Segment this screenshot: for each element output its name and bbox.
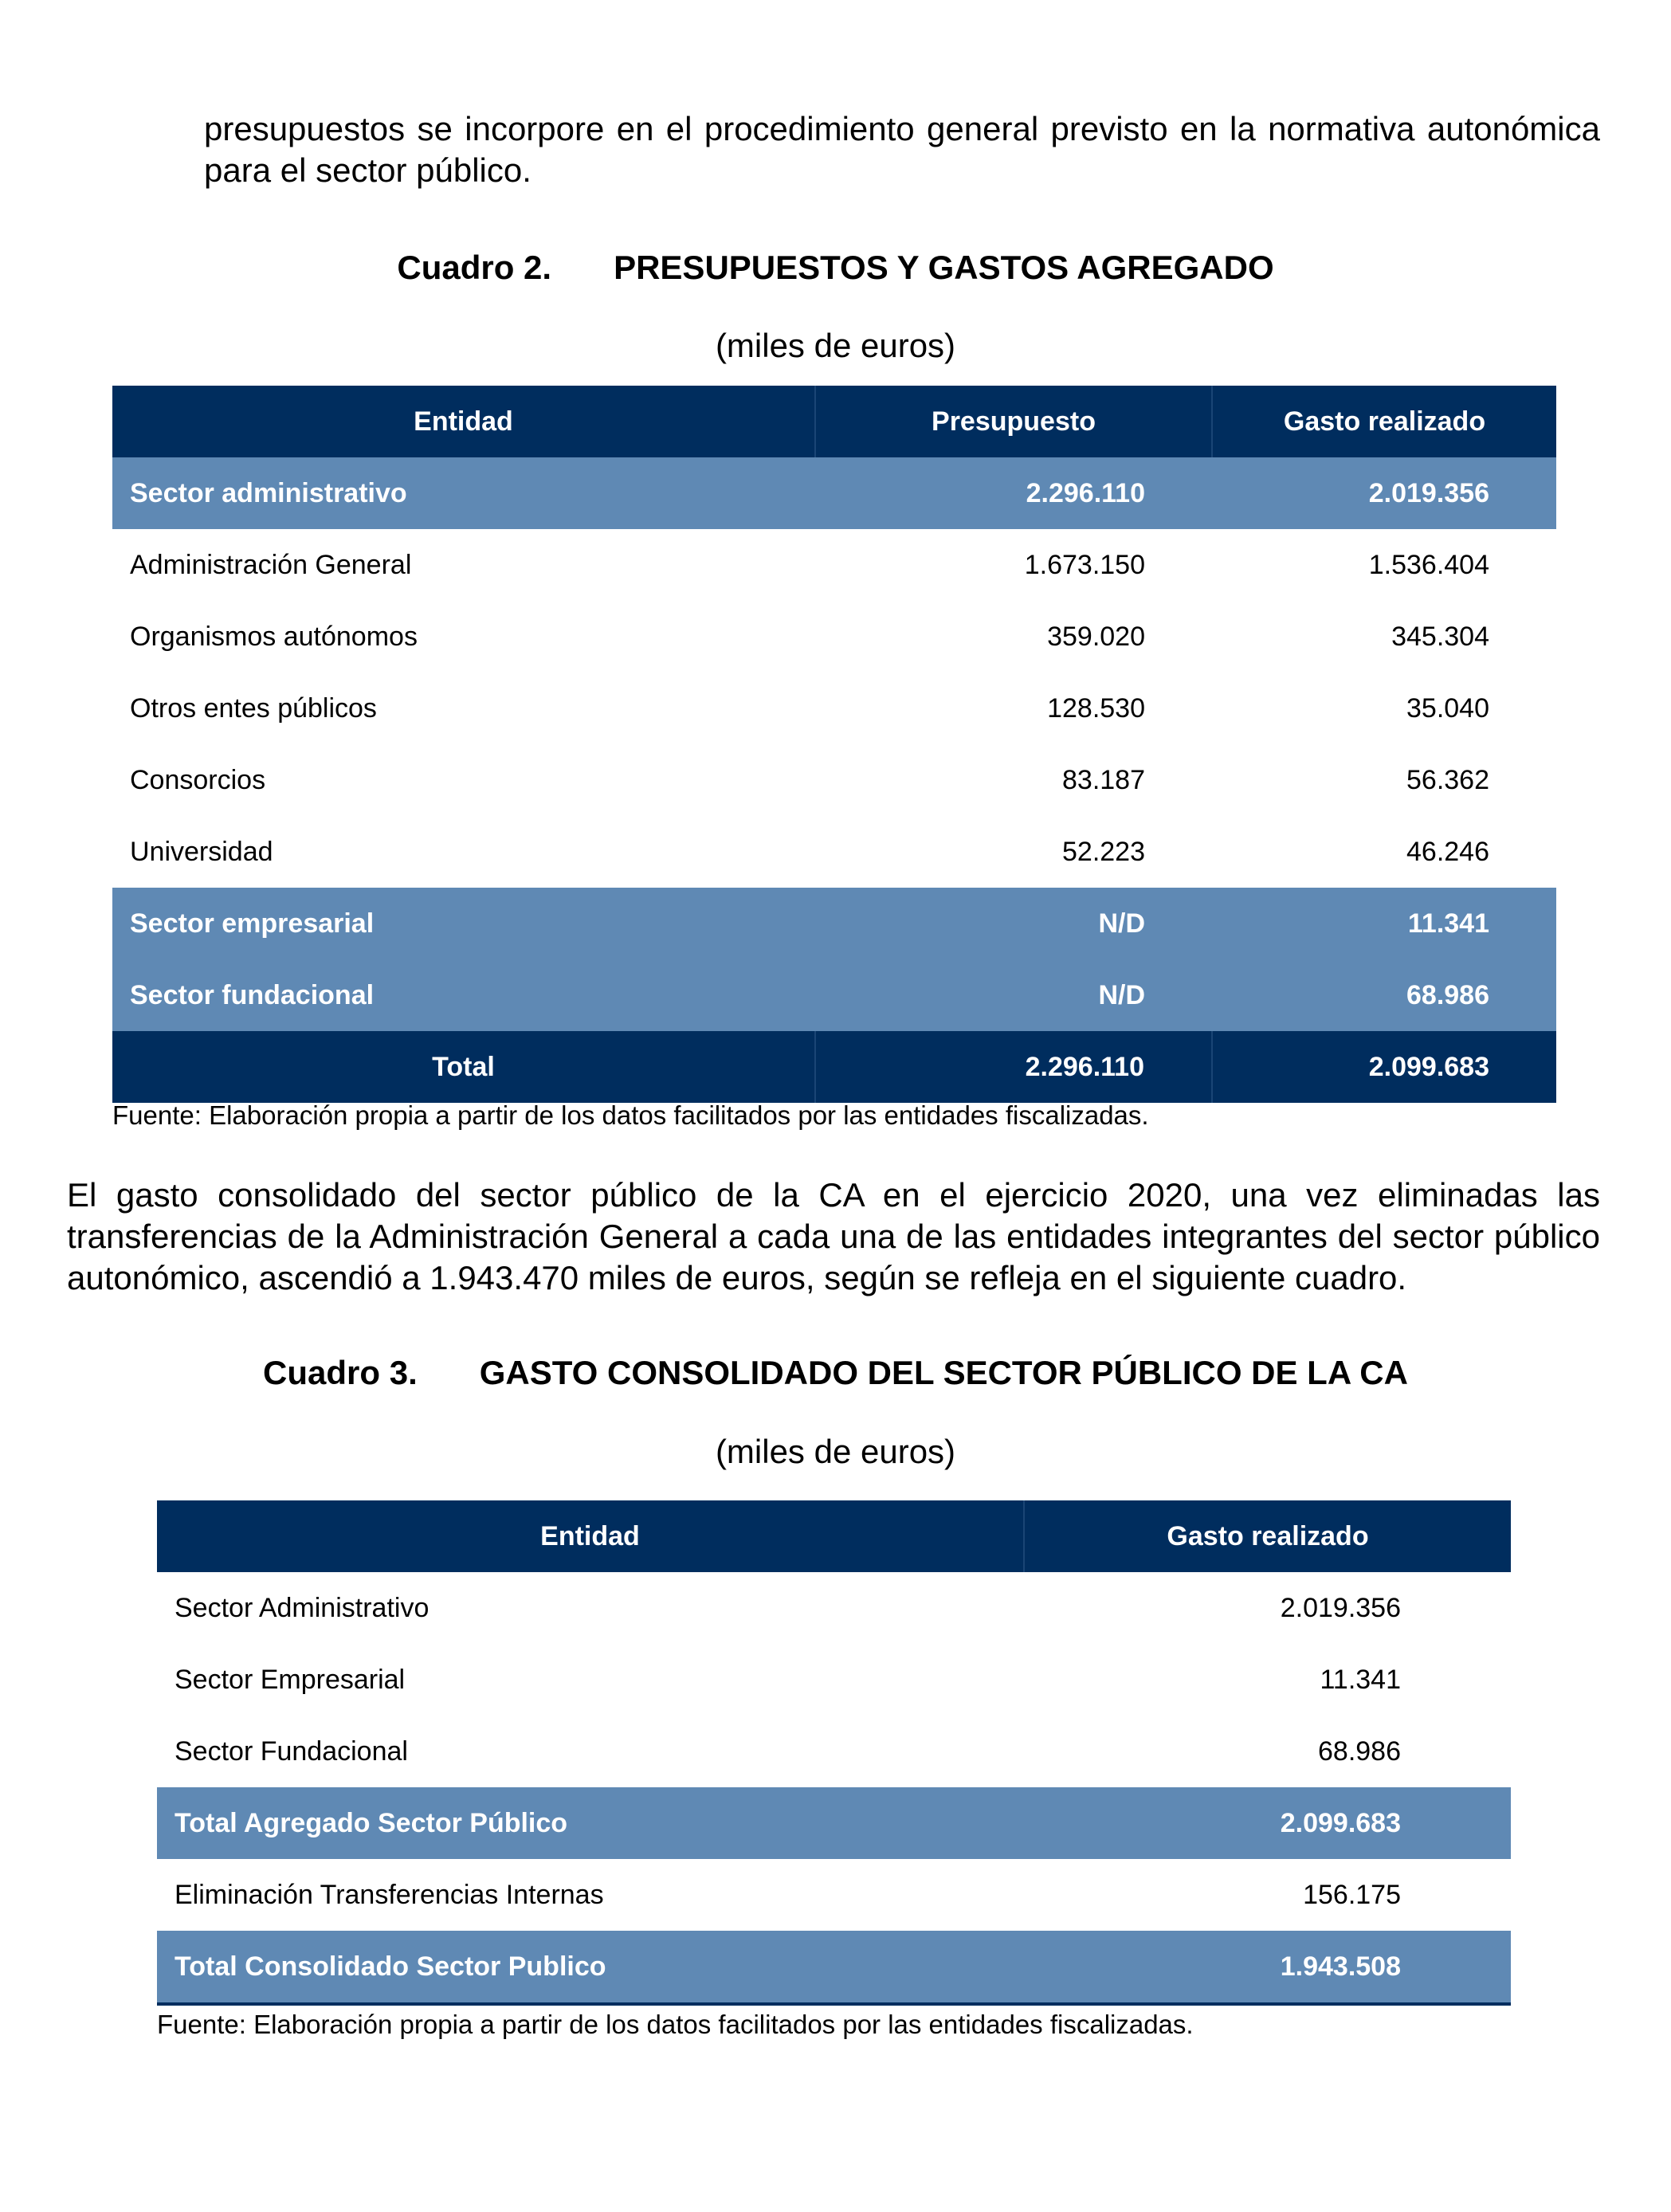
cell-entidad: Administración General — [112, 529, 815, 601]
cell-presupuesto: 359.020 — [815, 601, 1212, 673]
cell-entidad: Sector fundacional — [112, 959, 815, 1031]
cell-gasto: 46.246 — [1212, 816, 1556, 888]
cell-presupuesto: 128.530 — [815, 673, 1212, 744]
subtotal-row — [112, 959, 1556, 1031]
cuadro2-table — [112, 386, 1556, 1103]
cell-entidad: Total Agregado Sector Público — [157, 1787, 1024, 1859]
cuadro2-source: Fuente: Elaboración propia a partir de los datos facilitados por las entidades fiscalizadas. — [112, 1100, 1149, 1130]
cuadro3-source: Fuente: Elaboración propia a partir de los datos facilitados por las entidades fiscalizadas. — [157, 2010, 1194, 2039]
cell-gasto: 68.986 — [1024, 1716, 1511, 1787]
cuadro2-caption — [0, 249, 1671, 287]
cuadro3-number: Cuadro 3. — [263, 1354, 418, 1391]
cuadro2-body — [112, 457, 1556, 1031]
subtotal-row — [112, 888, 1556, 959]
table-row — [112, 529, 1556, 601]
cell-presupuesto: 1.673.150 — [815, 529, 1212, 601]
cell-gasto: 156.175 — [1024, 1859, 1511, 1931]
cell-gasto: 35.040 — [1212, 673, 1556, 744]
table-header-row — [157, 1500, 1511, 1572]
cell-presupuesto: N/D — [815, 888, 1212, 959]
cell-gasto: 11.341 — [1212, 888, 1556, 959]
cell-gasto: 2.099.683 — [1024, 1787, 1511, 1859]
cuadro3-body — [157, 1572, 1511, 2004]
middle-paragraph: El gasto consolidado del sector público de la CA en el ejercicio 2020, una vez eliminadas las transferencias de la Administración General a cada una de las entidades integrantes del sector público autonómico, ascendió a 1.943.470 miles de euros, según se refleja en el siguiente cuadro. — [67, 1176, 1600, 1296]
table-row — [157, 1859, 1511, 1931]
cell-entidad: Eliminación Transferencias Internas — [157, 1859, 1024, 1931]
cell-entidad: Otros entes públicos — [112, 673, 815, 744]
cuadro2-number: Cuadro 2. — [397, 249, 552, 286]
intro-paragraph: presupuestos se incorpore en el procedimiento general previsto en la normativa autonómica para el sector público. — [204, 110, 1600, 189]
table-row — [157, 1644, 1511, 1716]
total-presupuesto: 2.296.110 — [815, 1031, 1212, 1103]
cuadro2-title: PRESUPUESTOS Y GASTOS AGREGADO — [614, 249, 1274, 286]
cell-gasto: 1.536.404 — [1212, 529, 1556, 601]
column-header-presupuesto: Presupuesto — [815, 386, 1212, 457]
cell-gasto: 345.304 — [1212, 601, 1556, 673]
table-row — [112, 744, 1556, 816]
cell-entidad: Sector Empresarial — [157, 1644, 1024, 1716]
cell-entidad: Sector empresarial — [112, 888, 815, 959]
cell-gasto: 2.019.356 — [1212, 457, 1556, 529]
cell-entidad: Sector administrativo — [112, 457, 815, 529]
cell-presupuesto: 52.223 — [815, 816, 1212, 888]
cell-entidad: Total Consolidado Sector Publico — [157, 1931, 1024, 2004]
cell-entidad: Sector Administrativo — [157, 1572, 1024, 1644]
cell-presupuesto: N/D — [815, 959, 1212, 1031]
table-row — [112, 673, 1556, 744]
cuadro3-caption — [0, 1354, 1671, 1392]
cell-entidad: Consorcios — [112, 744, 815, 816]
column-header-gasto: Gasto realizado — [1024, 1500, 1511, 1572]
table-total-row — [112, 1031, 1556, 1103]
table-row — [112, 816, 1556, 888]
cell-gasto: 68.986 — [1212, 959, 1556, 1031]
total-gasto: 2.099.683 — [1212, 1031, 1556, 1103]
cuadro3-table — [157, 1500, 1511, 2006]
cuadro2-units: (miles de euros) — [715, 327, 956, 364]
cell-entidad: Sector Fundacional — [157, 1716, 1024, 1787]
table-row — [157, 1716, 1511, 1787]
cell-entidad: Organismos autónomos — [112, 601, 815, 673]
total-label: Total — [112, 1031, 815, 1103]
subtotal-row — [112, 457, 1556, 529]
table-row — [112, 601, 1556, 673]
cell-gasto: 2.019.356 — [1024, 1572, 1511, 1644]
cell-presupuesto: 2.296.110 — [815, 457, 1212, 529]
cell-presupuesto: 83.187 — [815, 744, 1212, 816]
table-header-row — [112, 386, 1556, 457]
cell-gasto: 56.362 — [1212, 744, 1556, 816]
column-header-entidad: Entidad — [112, 386, 815, 457]
subtotal-row — [157, 1787, 1511, 1859]
cell-entidad: Universidad — [112, 816, 815, 888]
column-header-entidad: Entidad — [157, 1500, 1024, 1572]
table-row — [157, 1572, 1511, 1644]
subtotal-row — [157, 1931, 1511, 2004]
column-header-gasto: Gasto realizado — [1212, 386, 1556, 457]
cell-gasto: 11.341 — [1024, 1644, 1511, 1716]
cuadro3-title: GASTO CONSOLIDADO DEL SECTOR PÚBLICO DE LA CA — [479, 1354, 1408, 1391]
cuadro3-units: (miles de euros) — [715, 1433, 956, 1470]
cell-gasto: 1.943.508 — [1024, 1931, 1511, 2004]
